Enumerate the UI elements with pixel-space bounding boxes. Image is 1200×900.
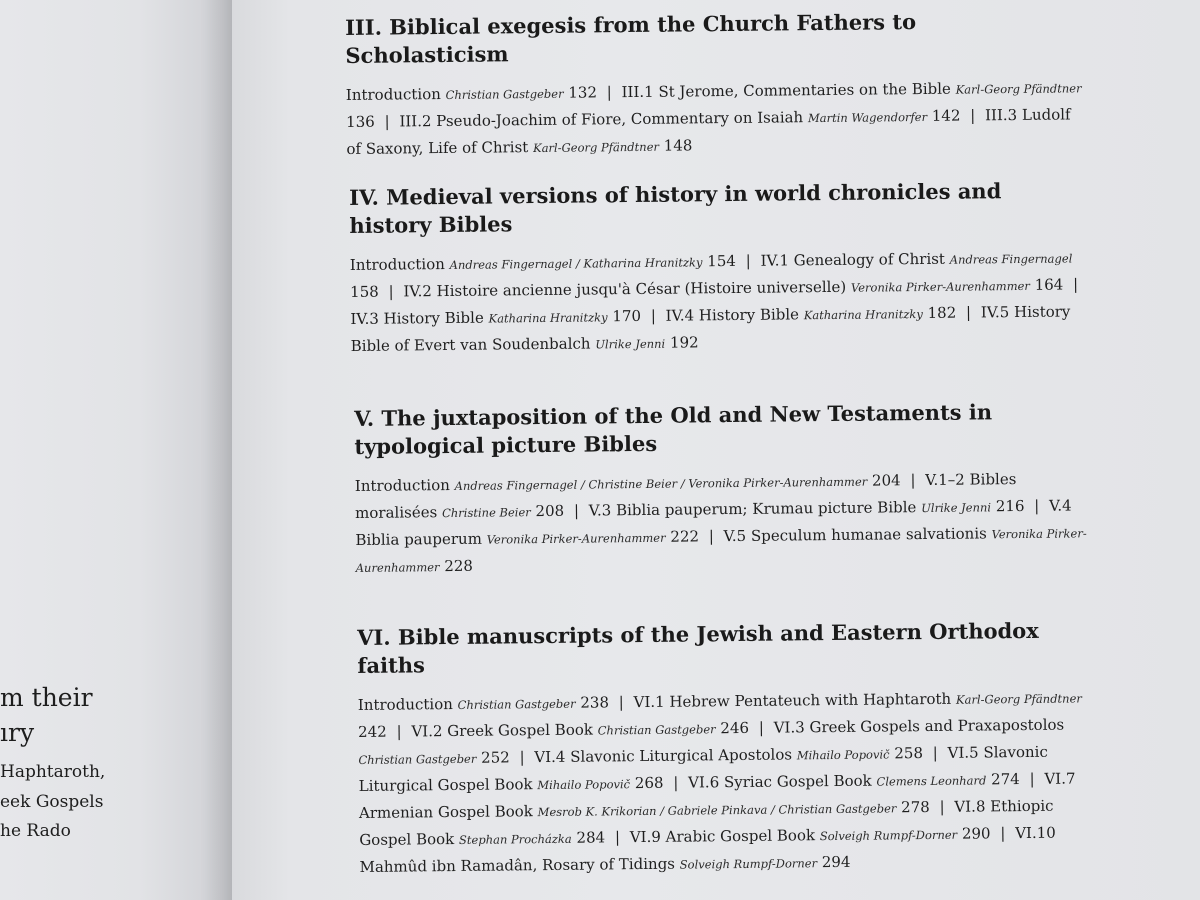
entry-separator: |: [1029, 769, 1035, 788]
entry-title: IV.4 History Bible: [665, 305, 800, 325]
entry-page: 228: [444, 556, 474, 576]
entry-separator: |: [910, 471, 916, 490]
toc-entry: [358, 693, 609, 714]
entry-title: III.1 St Jerome, Commentaries on the Bible: [621, 79, 951, 102]
section-iii: [345, 6, 1087, 163]
entry-author: Stephan Procházka: [458, 831, 572, 847]
section-vi: [357, 616, 1100, 881]
entry-author: Mihailo Popovič: [537, 777, 631, 793]
entry-author: Christine Beier: [441, 505, 531, 521]
entry-page: 278: [901, 798, 930, 817]
entry-title: IV.1 Genealogy of Christ: [760, 249, 946, 270]
entry-separator: |: [932, 743, 938, 762]
entry-page: 258: [894, 744, 924, 763]
entry-author: Clemens Leonhard: [876, 773, 987, 789]
left-page-text-line-1: Haphtaroth,: [0, 762, 106, 782]
entry-title: VI.3 Greek Gospels and Praxapostolos: [773, 715, 1065, 737]
entry-separator: |: [1072, 275, 1079, 294]
toc-entry: [630, 824, 991, 846]
entry-title: VI.4 Slavonic Liturgical Apostolos: [534, 745, 793, 767]
entry-title: Introduction: [345, 85, 441, 104]
entry-author: Ulrike Jenni: [595, 336, 666, 352]
toc-entry: [355, 471, 901, 495]
entry-author: Katharina Hranitzky: [803, 306, 923, 323]
entry-author: Solveigh Rumpf-Dorner: [819, 827, 958, 844]
entry-separator: |: [745, 251, 751, 270]
entry-separator: |: [519, 748, 525, 767]
entry-separator: |: [939, 797, 945, 816]
entry-author: Solveigh Rumpf-Dorner: [679, 856, 818, 872]
entry-author: Christian Gastgeber: [597, 722, 716, 738]
entry-page: 216: [995, 496, 1025, 516]
entry-author: Karl-Georg Pfändtner: [955, 81, 1082, 97]
entry-page: 268: [634, 773, 664, 793]
entry-author: Veronika Pirker-Aurenhammer: [850, 278, 1030, 295]
entry-separator: |: [388, 282, 394, 301]
entry-title: III.3 Ludolf of Saxony, Life of Christ: [346, 105, 1071, 158]
section-entries: [350, 244, 1091, 360]
entry-title: VI.6 Syriac Gospel Book: [688, 771, 872, 792]
section-title: IV. Medieval versions of history in world chronicles and history Bibles: [349, 178, 1002, 238]
entry-title: V.4 Biblia pauperum: [355, 496, 1072, 549]
left-page: [0, 0, 232, 900]
toc-entry: [589, 497, 1025, 520]
entry-page: 294: [821, 852, 851, 872]
entry-author: Christian Gastgeber: [445, 86, 564, 102]
entry-page: 154: [707, 251, 736, 271]
entry-page: 222: [670, 527, 700, 546]
entry-title: VI.7 Armenian Gospel Book: [358, 769, 1076, 822]
entry-page: 142: [931, 106, 961, 125]
entry-author: Christian Gastgeber: [358, 751, 477, 767]
entry-page: 204: [871, 471, 901, 490]
entry-page: 242: [358, 722, 387, 741]
toc-entry: [350, 252, 736, 274]
section-title: VI. Bible manuscripts of the Jewish and Eastern Orthodox faiths: [357, 617, 1039, 678]
entry-page: 148: [663, 136, 693, 155]
entry-title: IV.3 History Bible: [350, 308, 484, 328]
entry-title: V.3 Biblia pauperum; Krumau picture Bible: [588, 498, 917, 520]
section-iv: [349, 176, 1091, 360]
toc-entry: [666, 304, 957, 325]
entry-separator: |: [384, 112, 390, 131]
entry-title: V.5 Speculum humanae salvationis: [723, 524, 987, 546]
entry-separator: |: [573, 501, 580, 520]
entry-page: 238: [580, 693, 610, 712]
entry-author: Andreas Fingernagel: [949, 251, 1073, 267]
section-entries: [358, 684, 1100, 881]
entry-separator: |: [965, 303, 972, 322]
section-entries: [346, 74, 1087, 163]
entry-page: 252: [481, 748, 510, 767]
entry-title: VI.5 Slavonic Liturgical Gospel Book: [358, 742, 1048, 795]
entry-separator: |: [708, 527, 714, 546]
entry-page: 290: [961, 824, 991, 843]
entry-page: 274: [991, 770, 1020, 789]
toc-entry: [403, 276, 1063, 301]
entry-page: 132: [568, 83, 598, 102]
entry-author: Katharina Hranitzky: [488, 310, 608, 326]
entry-author: Karl-Georg Pfändtner: [532, 139, 660, 156]
entry-author: Andreas Fingernagel / Christine Beier / Veronika Pirker-Aurenhammer: [454, 474, 868, 493]
entry-author: Veronika Pirker-Aurenhammer: [486, 530, 666, 547]
section-entries: [355, 465, 1096, 581]
entry-author: Ulrike Jenni: [921, 500, 992, 516]
entry-page: 246: [720, 718, 750, 738]
section-title: III. Biblical exegesis from the Church Fathers to Scholasticism: [345, 9, 917, 68]
entry-separator: |: [1000, 824, 1006, 843]
entry-separator: |: [970, 106, 976, 125]
left-page-heading-line-2: ıry: [0, 718, 35, 747]
entry-separator: |: [650, 306, 656, 325]
entry-title: VI.1 Hebrew Pentateuch with Haphtaroth: [633, 689, 952, 712]
entry-page: 182: [927, 303, 957, 322]
section-title: V. The juxtaposition of the Old and New Testaments in typological picture Bibles: [354, 399, 993, 459]
entry-title: VI.9 Arabic Gospel Book: [629, 826, 816, 847]
entry-author: Martin Wagendorfer: [807, 109, 928, 126]
entry-separator: |: [758, 718, 764, 737]
entry-separator: |: [614, 828, 621, 847]
entry-separator: |: [606, 83, 612, 102]
entry-separator: |: [1034, 496, 1040, 515]
entry-author: Veronika Pirker-Aurenhammer: [355, 526, 1087, 575]
left-page-text-line-3: he Rado: [0, 821, 71, 841]
toc-entry: [411, 719, 749, 741]
toc-entry: [399, 107, 960, 131]
entry-separator: |: [673, 773, 679, 792]
entry-title: Introduction: [354, 476, 450, 495]
entry-title: IV.5 History Bible of Evert van Soudenbalch: [350, 302, 1071, 355]
entry-title: VI.8 Ethiopic Gospel Book: [359, 796, 1054, 849]
entry-separator: |: [396, 722, 402, 741]
entry-separator: |: [618, 693, 624, 712]
entry-page: 208: [535, 501, 565, 521]
entry-author: Christian Gastgeber: [457, 696, 576, 712]
entry-title: VI.10 Mahmûd ibn Ramadân, Rosary of Tidings: [359, 823, 1056, 876]
entry-page: 136: [346, 112, 375, 131]
left-page-text-line-2: eek Gospels: [0, 792, 104, 812]
entry-title: Introduction: [349, 255, 445, 274]
toc-entry: [346, 83, 597, 104]
toc-entry: [534, 744, 923, 766]
entry-page: 170: [612, 306, 642, 326]
entry-author: Karl-Georg Pfändtner: [955, 691, 1082, 707]
left-page-heading-line-1: m their: [0, 683, 93, 712]
toc-entry: [688, 770, 1020, 791]
entry-title: VI.2 Greek Gospel Book: [411, 720, 594, 741]
entry-page: 158: [350, 282, 379, 301]
entry-page: 164: [1034, 275, 1064, 294]
section-v: [354, 397, 1096, 581]
entry-author: Andreas Fingernagel / Katharina Hranitzky: [449, 255, 703, 272]
toc-entry: [350, 307, 641, 328]
entry-title: IV.2 Histoire ancienne jusqu'à César (Histoire universelle): [403, 277, 847, 301]
entry-author: Mesrob K. Krikorian / Gabriele Pinkava / Christian Gastgeber: [537, 801, 897, 820]
entry-title: V.1–2 Bibles moralisées: [355, 470, 1017, 522]
entry-page: 284: [576, 828, 606, 847]
entry-title: III.2 Pseudo-Joachim of Fiore, Commentary on Isaiah: [399, 108, 804, 131]
entry-page: 192: [669, 333, 699, 352]
entry-title: Introduction: [357, 695, 453, 714]
entry-author: Mihailo Popovič: [796, 747, 890, 763]
